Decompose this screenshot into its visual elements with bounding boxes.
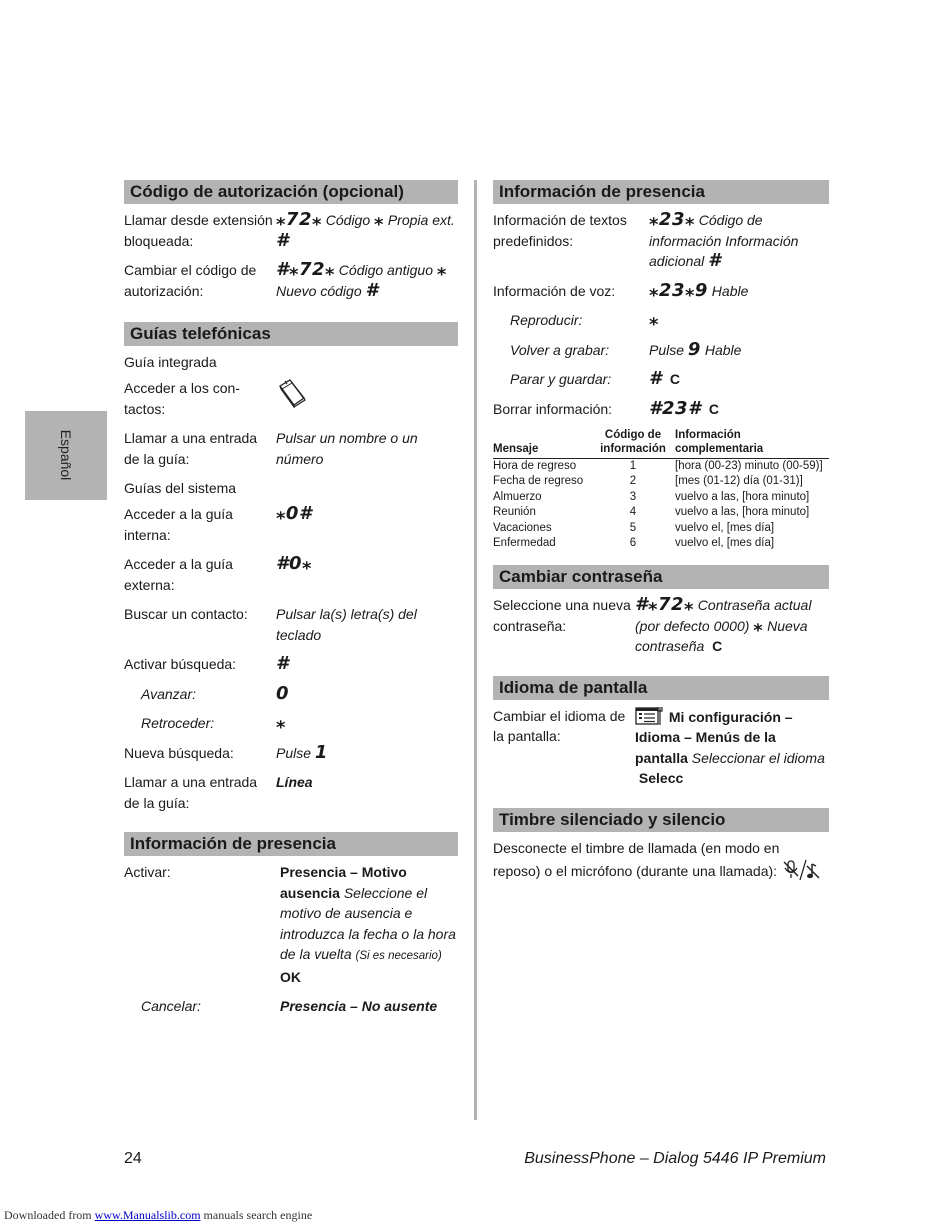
silence-paragraph (493, 838, 829, 883)
page-number: 24 (124, 1150, 142, 1167)
table-row (493, 536, 829, 551)
key-sequence: 9 (687, 338, 701, 360)
row-value (276, 684, 458, 705)
key-sequence: ⁎ (276, 712, 286, 733)
row-value: Pulsar la(s) letra(s) del teclado (276, 606, 417, 643)
table-cell: vuelvo a las, [hora minuto] (675, 490, 810, 503)
value-note: (Si es necesario) (355, 950, 442, 962)
row-label: Cambiar el código de autorización: (124, 262, 257, 299)
clear-key: C (669, 371, 680, 387)
key-sequence: # (365, 279, 379, 301)
table-cell: Hora de regreso (493, 460, 577, 472)
row-value (276, 260, 458, 301)
key-sequence: # (276, 653, 290, 674)
row-label: Parar y guardar: (510, 371, 612, 387)
manualslib-link[interactable]: www.Manualslib.com (94, 1208, 201, 1222)
row-value (649, 369, 829, 390)
row-value (276, 504, 458, 545)
value-text: Nueva contraseña (635, 617, 808, 655)
password-row-select (493, 595, 829, 657)
key-sequence: #⁎72⁎ (276, 259, 335, 280)
table-cell: vuelvo a las, [hora minuto] (675, 506, 810, 519)
table-cell: Vacaciones (493, 521, 552, 534)
row-value (649, 340, 829, 361)
row-value (635, 595, 829, 657)
key-sequence: 1 (314, 741, 328, 763)
value-text: Propia ext. (387, 212, 455, 228)
guides-row-forward (124, 684, 458, 705)
row-label: Cancelar: (141, 998, 201, 1014)
presence-row-cancel (124, 996, 458, 1017)
key-sequence: #23# (649, 397, 702, 419)
key-sequence: ⁎ (436, 259, 447, 280)
table-row (493, 459, 829, 475)
table-cell: 1 (629, 460, 637, 472)
row-value (276, 654, 458, 675)
row-label: Nueva búsqueda: (124, 744, 234, 761)
table-header: Mensaje (493, 428, 591, 459)
presence-row-play (493, 310, 829, 331)
presence-row-voice (493, 281, 829, 302)
guides-row-call-entry (124, 428, 458, 469)
row-label: Retroceder: (141, 715, 215, 731)
subheading-integrated: Guía integrada (124, 354, 217, 370)
section-title-presence-left: Información de presencia (124, 832, 458, 856)
key-sequence: # (708, 250, 722, 271)
guides-row-new-search (124, 743, 458, 764)
table-row (493, 505, 829, 520)
auth-row-change (124, 260, 458, 301)
mute-icon (781, 858, 821, 882)
download-notice (4, 1208, 312, 1223)
row-label: Acceder a los con-tactos: (124, 380, 240, 417)
row-label: Borrar información: (493, 400, 613, 417)
row-value (276, 210, 458, 251)
key-sequence: ⁎ (753, 614, 764, 636)
product-title: BusinessPhone – Dialog 5446 IP Premium (524, 1150, 826, 1167)
value-text: Pulse (649, 341, 685, 358)
value-text: Seleccione el motivo de ausencia e introduzca la fecha o la hora de la vuelta (280, 884, 456, 962)
table-cell: 5 (629, 521, 637, 534)
table-cell: vuelvo el, [mes día] (675, 521, 775, 534)
table-header-row (493, 428, 829, 459)
presence-row-text (493, 210, 829, 272)
row-label: Buscar un contacto: (124, 606, 248, 622)
left-column (124, 180, 458, 1026)
key-sequence: ⁎72⁎ (276, 209, 322, 230)
table-cell: Reunión (493, 506, 536, 519)
row-value (276, 713, 458, 734)
table-header: Información complementaria (675, 428, 829, 459)
auth-row-locked (124, 210, 458, 251)
presence-row-activate (124, 862, 458, 987)
row-value (635, 706, 829, 789)
row-label: Información de voz: (493, 282, 616, 299)
value-bold: Selecc (638, 770, 684, 787)
row-label: Acceder a la guía externa: (124, 556, 233, 593)
value-text: Código (325, 212, 371, 228)
table-header: Código de información (591, 428, 675, 459)
row-value (276, 378, 458, 419)
row-value (276, 554, 458, 595)
section-title-silence: Timbre silenciado y silencio (493, 808, 829, 832)
row-value: Presencia – No ausente (280, 998, 438, 1014)
table-cell: Enfermedad (493, 537, 556, 550)
value-text: Código antiguo (338, 262, 433, 278)
key-sequence: #⁎72⁎ (635, 594, 694, 616)
row-label: Llamar desde extensión bloqueada: (124, 212, 273, 249)
table-cell: vuelvo el, [mes día] (675, 537, 775, 550)
row-label: Información de textos predefinidos: (493, 212, 627, 249)
section-title-presence-right: Información de presencia (493, 180, 829, 204)
clear-key: C (708, 400, 720, 417)
key-sequence: #0⁎ (276, 553, 312, 574)
section-title-auth: Código de autorización (opcional) (124, 180, 458, 204)
download-suffix: manuals search engine (203, 1208, 313, 1222)
table-row (493, 521, 829, 536)
right-column (493, 180, 829, 882)
silence-text: Desconecte el timbre de llamada (en modo en reposo) o el micrófono (durante una llamada): (493, 839, 780, 880)
row-value (276, 743, 458, 764)
row-label: Llamar a una entrada de la guía: (124, 430, 258, 467)
section-title-guides: Guías telefónicas (124, 322, 458, 346)
table-cell: 3 (629, 490, 637, 503)
value-text: Seleccionar el idioma (691, 749, 825, 766)
row-label: Seleccione una nueva contraseña: (493, 597, 631, 634)
row-label: Activar: (124, 864, 171, 880)
key-sequence: ⁎23⁎ (649, 209, 695, 230)
table-cell: [hora (00-23) minuto (00-59)] (675, 460, 823, 472)
value-text: Hable (711, 282, 749, 299)
table-cell: [mes (01-12) día (01-31)] (675, 475, 803, 488)
key-sequence: # (649, 368, 663, 389)
subheading-system: Guías del sistema (124, 480, 237, 496)
row-value (280, 862, 458, 987)
clear-key: C (712, 638, 723, 655)
key-sequence: ⁎23⁎9 (649, 279, 708, 301)
side-tab-label: Español (58, 429, 74, 481)
guides-row-back (124, 713, 458, 734)
value-bold: Mi configuración – Idioma – Menús de la pantalla (635, 708, 793, 766)
presence-row-delete (493, 399, 829, 420)
guides-row-internal (124, 504, 458, 545)
table-row (493, 490, 829, 505)
language-side-tab (25, 411, 107, 500)
menu-settings-icon (635, 706, 665, 726)
row-value (649, 281, 829, 302)
row-value (649, 399, 829, 420)
value-text: Código de información Información adicional (649, 212, 799, 269)
phonebook-icon (276, 378, 308, 408)
key-sequence: # (276, 229, 290, 251)
value-text: Pulse (276, 744, 312, 761)
row-value (649, 210, 829, 272)
column-divider (474, 180, 477, 1120)
guides-row-external (124, 554, 458, 595)
guides-row-activate (124, 654, 458, 675)
row-label: Avanzar: (141, 685, 196, 702)
key-sequence: 0 (276, 682, 290, 704)
guides-row-search (124, 604, 458, 645)
row-label: Volver a grabar: (510, 341, 610, 358)
value-text: Hable (704, 341, 742, 358)
guides-row-contacts (124, 378, 458, 419)
message-table (493, 428, 829, 551)
table-cell: Almuerzo (493, 490, 542, 503)
row-label: Acceder a la guía interna: (124, 506, 233, 543)
guides-row-call-line (124, 772, 458, 813)
row-value (649, 310, 829, 331)
row-value: Pulsar un nombre o un número (276, 430, 418, 467)
key-sequence: ⁎0# (276, 503, 312, 524)
value-text: Nuevo código (276, 282, 362, 299)
table-cell: 4 (629, 506, 637, 519)
section-title-password: Cambiar contraseña (493, 565, 829, 589)
language-row-change (493, 706, 829, 789)
table-cell: 6 (629, 537, 637, 550)
table-row (493, 474, 829, 489)
key-sequence: ⁎ (649, 309, 659, 330)
value-bold: Presencia – Motivo ausencia (280, 864, 407, 901)
key-sequence: ⁎ (374, 209, 384, 230)
row-label: Reproducir: (510, 312, 583, 328)
row-label: Cambiar el idioma de la pantalla: (493, 707, 626, 745)
row-label: Llamar a una entrada de la guía: (124, 774, 258, 811)
table-cell: 2 (629, 475, 637, 488)
value-bold: OK (280, 968, 301, 985)
table-cell: Fecha de regreso (493, 475, 584, 488)
presence-row-stop-save (493, 369, 829, 390)
section-title-language: Idioma de pantalla (493, 676, 829, 700)
row-value: Línea (276, 774, 313, 790)
presence-row-rerecord (493, 340, 829, 361)
value-text: Contraseña actual (por defecto 0000) (635, 597, 812, 634)
row-label: Activar búsqueda: (124, 656, 237, 672)
download-prefix: Downloaded from (4, 1208, 92, 1222)
